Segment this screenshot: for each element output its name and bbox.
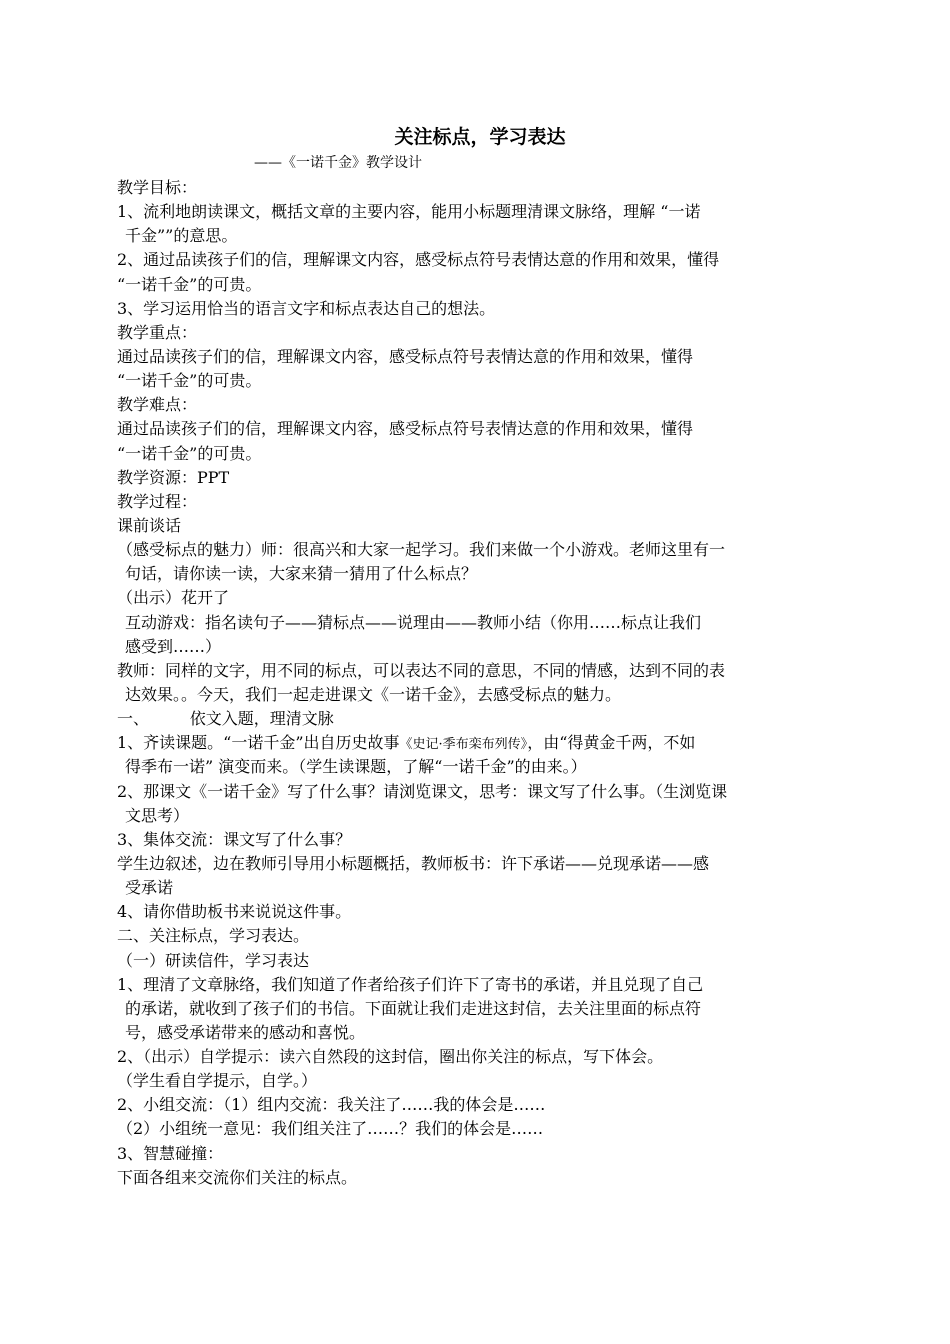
body-line: 1、理清了文章脉络，我们知道了作者给孩子们许下了寄书的承诺，并且兑现了自己: [117, 974, 704, 994]
body-line: 4、请你借助板书来说说这件事。: [117, 902, 352, 922]
body-line: 教学资源：PPT: [117, 467, 230, 487]
body-line: （2）小组统一意见：我们组关注了……？我们的体会是……: [117, 1119, 544, 1139]
body-line: 句话，请你读一读，大家来猜一猜用了什么标点？: [125, 564, 478, 584]
body-line-end: ，由“得黄金千两，不如: [527, 733, 696, 753]
body-line: 的承诺，就收到了孩子们的书信。下面就让我们走进这封信，去关注里面的标点符: [125, 998, 702, 1018]
body-line: “一诺千金”的可贵。: [117, 371, 262, 391]
body-line: （学生看自学提示，自学。）: [117, 1071, 318, 1091]
body-line: 通过品读孩子们的信，理解课文内容，感受标点符号表情达意的作用和效果，懂得: [117, 419, 694, 439]
body-line: 教学难点：: [117, 395, 198, 415]
body-line: 互动游戏：指名读句子——猜标点——说理由——教师小结（你用……标点让我们: [125, 612, 702, 632]
body-line: 1、流利地朗读课文，概括文章的主要内容，能用小标题理清课文脉络，理解 “一诺: [117, 202, 701, 222]
body-line: 通过品读孩子们的信，理解课文内容，感受标点符号表情达意的作用和效果，懂得: [117, 346, 694, 366]
body-line: 2、那课文《一诺千金》写了什么事？请浏览课文，思考：课文写了什么事。（生浏览课: [117, 781, 728, 801]
body-line: 受承诺: [125, 878, 174, 898]
body-line: （感受标点的魅力）师：很高兴和大家一起学习。我们来做一个小游戏。老师这里有一: [117, 540, 726, 560]
body-line: 号，感受承诺带来的感动和喜悦。: [125, 1022, 366, 1042]
body-line: 一、 依文入题，理清文脉: [117, 709, 334, 729]
document-body: [117, 176, 817, 1190]
body-line: 教学重点：: [117, 322, 198, 342]
body-line: 二、关注标点，学习表达。: [117, 926, 310, 946]
body-line: （出示）花开了: [117, 588, 230, 608]
body-line: 2、小组交流：（1）组内交流：我关注了……我的体会是……: [117, 1095, 546, 1115]
body-line: 达效果。。今天，我们一起走进课文《一诺千金》，去感受标点的魅力。: [125, 684, 622, 704]
body-line: 3、学习运用恰当的语言文字和标点表达自己的想法。: [117, 298, 496, 318]
body-line: 课前谈话: [117, 515, 182, 535]
body-line: 得季布一诺” 演变而来。（学生读课题，了解“一诺千金”的由来。）: [125, 757, 587, 777]
body-line: 文思考）: [125, 805, 190, 825]
body-line: 2、通过品读孩子们的信，理解课文内容，感受标点符号表情达意的作用和效果，懂得: [117, 250, 720, 270]
body-line-start: 1、齐读课题。“一诺千金”出自历史故事: [117, 733, 400, 753]
body-line-with-reference: [117, 731, 817, 755]
body-line: 教学目标：: [117, 178, 198, 197]
body-line: 3、集体交流：课文写了什么事？: [117, 829, 352, 849]
body-line: 教师：同样的文字，用不同的标点，可以表达不同的意思，不同的情感，达到不同的表: [117, 660, 726, 680]
document-subtitle: ——《一诺千金》教学设计: [254, 155, 422, 171]
body-line: 3、智慧碰撞：: [117, 1143, 224, 1163]
body-line: 下面各组来交流你们关注的标点。: [117, 1167, 358, 1187]
body-line: 学生边叙述，边在教师引导用小标题概括，教师板书：许下承诺——兑现承诺——感: [117, 853, 710, 873]
body-line: “一诺千金”的可贵。: [117, 274, 262, 294]
document-title: 关注标点，学习表达: [394, 126, 566, 148]
book-reference: 《史记·季布栾布列传》: [399, 737, 528, 753]
body-line: 感受到……）: [125, 636, 222, 656]
body-line: “一诺千金”的可贵。: [117, 443, 262, 463]
body-line: 千金””的意思。: [125, 226, 238, 246]
body-line: 2、（出示）自学提示：读六自然段的这封信，圈出你关注的标点，写下体会。: [117, 1047, 664, 1067]
body-line: 教学过程：: [117, 491, 198, 511]
body-line: （一）研读信件，学习表达: [117, 950, 310, 970]
